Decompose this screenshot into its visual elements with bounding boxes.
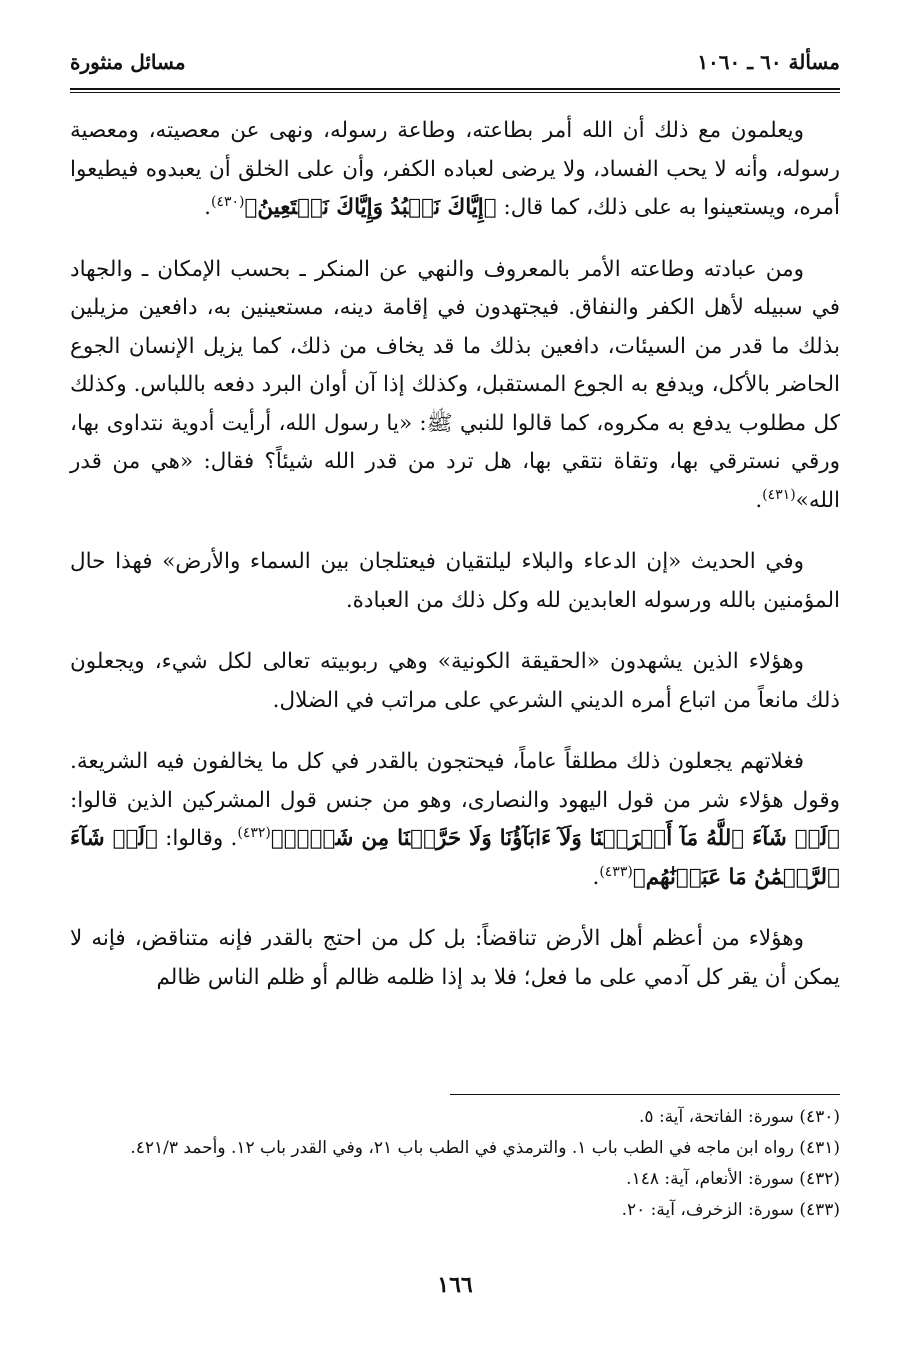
footnotes [70, 1102, 840, 1226]
quran-verse: ﴿لَوۡ شَآءَ ٱللَّهُ مَآ أَشۡرَكۡنَا وَلَآ ءَابَآؤُنَا وَلَا حَرَّمۡنَا مِن شَيۡءٖ﴾ [270, 826, 840, 851]
header-divider [70, 88, 840, 93]
paragraph-text: فغلاتهم يجعلون ذلك مطلقاً عاماً، فيحتجون بالقدر في كل ما يخالفون فيه الشريعة. وقول هؤلاء شر من قول اليهود والنصارى، وهو من جنس قول المشركين الذين قالوا: [70, 749, 840, 813]
paragraph-text: . [592, 864, 600, 890]
paragraph-text: وهؤلاء الذين يشهدون «الحقيقة الكونية» وهي ربوبيته تعالى لكل شيء، ويجعلون ذلك مانعاً من اتباع أمره الديني الشرعي على مراتب في الضلال. [70, 649, 840, 713]
paragraph-6 [70, 920, 840, 997]
paragraph-1 [70, 112, 840, 228]
paragraph-text: ومن عبادته وطاعته الأمر بالمعروف والنهي عن المنكر ـ بحسب الإمكان ـ والجهاد في سبيله لأهل الكفر والنفاق. فيجتهدون في إقامة دينه، مستعينين به، دافعين مزيلين بذلك ما قدر من السيئات، دافعين بذلك ما قد يخاف من ذلك، كما يزيل الإنسان الجوع الحاضر بالأكل، ويدفع به الجوع المستقبل، وكذلك إذا آن أوان البرد دفعه باللباس. وكذلك كل مطلوب يدفع به مكروه، كما قالوا للنبي ﷺ: «يا رسول الله، أرأيت أدوية نتداوى بها، ورقي نسترقي بها، وتقاة نتقي بها، هل ترد من قدر الله شيئاً؟ فقال: «هي من قدر الله» [70, 256, 840, 513]
paragraph-text: . [204, 195, 211, 220]
paragraph-text: وهؤلاء من أعظم أهل الأرض تناقضاً: بل كل من احتج بالقدر فإنه متناقض، فإنه لا يمكن أن يقر كل آدمي على ما فعل؛ فلا بد إذا ظلمه ظالم أو ظلم الناس ظالم [70, 926, 840, 990]
footnote-433: (٤٣٣) سورة: الزخرف، آية: ٢٠. [621, 1200, 840, 1220]
paragraph-text: . وقالوا: [157, 826, 238, 851]
footnote-divider [450, 1094, 840, 1095]
paragraph-text: . [755, 487, 763, 513]
header-book-title: مسائل منثورة [70, 50, 186, 74]
footnote-ref[interactable]: (٤٣٢) [237, 824, 271, 841]
book-page [70, 34, 840, 1334]
paragraph-text: ويعلمون مع ذلك أن الله أمر بطاعته، وطاعة رسوله، ونهى عن معصيته، ومعصية رسوله، وأنه لا يحب الفساد، ولا يرضى لعباده الكفر، وأن على الخلق أن يعبدوه فيطيعوا أمره، ويستعينوا به على ذلك، كما قال: [70, 118, 840, 220]
paragraph-2 [70, 251, 840, 521]
paragraph-5 [70, 743, 840, 897]
page-number: ١٦٦ [437, 1272, 473, 1298]
quran-verse: ﴿لَوۡ شَآءَ ٱلرَّحۡمَٰنُ مَا عَبَدۡنَٰهُم﴾ [70, 826, 840, 890]
footnote-ref[interactable]: (٤٣٠) [211, 193, 245, 210]
footnote-430: (٤٣٠) سورة: الفاتحة، آية: ٥. [639, 1107, 840, 1127]
main-text [70, 112, 840, 1020]
quran-verse: ﴿إِيَّاكَ نَعۡبُدُ وَإِيَّاكَ نَسۡتَعِينُ﴾ [244, 195, 497, 220]
footnote-432: (٤٣٢) سورة: الأنعام، آية: ١٤٨. [626, 1169, 840, 1189]
paragraph-4 [70, 643, 840, 720]
paragraph-text: وفي الحديث «إن الدعاء والبلاء ليلتقيان فيعتلجان بين السماء والأرض» فهذا حال المؤمنين بالله ورسوله العابدين لله وكل ذلك من العبادة. [70, 549, 840, 613]
running-header [70, 42, 840, 82]
footnote-ref[interactable]: (٤٣١) [762, 486, 796, 503]
header-section-title: مسألة ٦٠ ـ ١٠٦٠ [697, 50, 840, 74]
paragraph-3 [70, 543, 840, 620]
footnote-431: (٤٣١) رواه ابن ماجه في الطب باب ١. والترمذي في الطب باب ٢١، وفي القدر باب ١٢. وأحمد ٤٢١/٣. [130, 1138, 840, 1158]
footnote-ref[interactable]: (٤٣٣) [599, 863, 633, 880]
